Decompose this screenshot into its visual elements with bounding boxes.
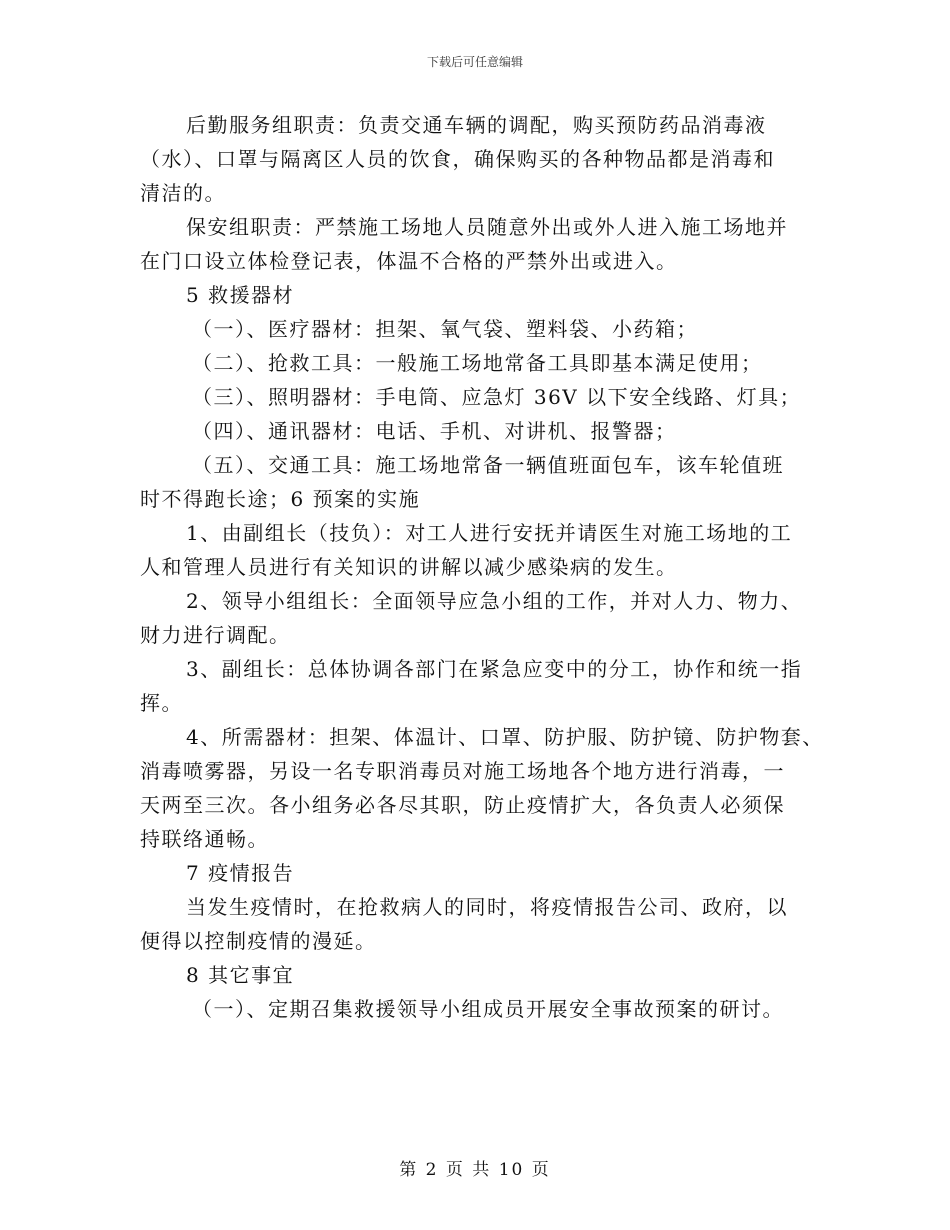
list-item: （四）、通讯器材：电话、手机、对讲机、报警器； [192, 419, 677, 443]
document-body [140, 108, 824, 1026]
section-heading: 7 疫情报告 [186, 861, 295, 885]
paragraph-line: 3、副组长：总体协调各部门在紧急应变中的分工，协作和统一指 [186, 657, 803, 681]
paragraph-line: 2、领导小组组长：全面领导应急小组的工作，并对人力、物力、 [186, 589, 803, 613]
list-item: （二）、抢救工具：一般施工场地常备工具即基本满足使用； [192, 351, 763, 375]
paragraph-line: 后勤服务组职责：负责交通车辆的调配，购买预防药品消毒液 [186, 113, 767, 137]
list-item: （一）、定期召集救援领导小组成员开展安全事故预案的研讨。 [192, 997, 784, 1021]
paragraph-line: 便得以控制疫情的漫延。 [140, 929, 377, 953]
paragraph-line: 天两至三次。各小组务必各尽其职，防止疫情扩大，各负责人必须保 [140, 793, 785, 817]
page-header: 下载后可任意编辑 [426, 55, 523, 69]
paragraph-line: 保安组职责：严禁施工场地人员随意外出或外人进入施工场地并 [186, 215, 788, 239]
paragraph-line: 1、由副组长（技负）：对工人进行安抚并请医生对施工场地的工 [186, 521, 793, 545]
paragraph-line: 时不得跑长途；6 预案的实施 [140, 487, 421, 511]
paragraph-line: （水）、口罩与隔离区人员的饮食，确保购买的各种物品都是消毒和 [140, 147, 775, 171]
list-item: （五）、交通工具：施工场地常备一辆值班面包车，该车轮值班 [192, 453, 784, 477]
paragraph-line: 清洁的。 [140, 181, 226, 205]
paragraph-line: 消毒喷雾器，另设一名专职消毒员对施工场地各个地方进行消毒，一 [140, 759, 785, 783]
section-heading: 8 其它事宜 [186, 963, 295, 987]
list-item: （一）、医疗器材：担架、氧气袋、塑料袋、小药箱； [192, 317, 698, 341]
paragraph-line: 在门口设立体检登记表，体温不合格的严禁外出或进入。 [140, 249, 678, 273]
paragraph-line: 财力进行调配。 [140, 623, 291, 647]
list-item: （三）、照明器材：手电筒、应急灯 36V 以下安全线路、灯具； [192, 385, 802, 409]
paragraph-line: 持联络通畅。 [140, 827, 269, 851]
paragraph-line: 挥。 [140, 691, 183, 715]
paragraph-line: 当发生疫情时，在抢救病人的同时，将疫情报告公司、政府，以 [186, 895, 788, 919]
paragraph-line: 人和管理人员进行有关知识的讲解以减少感染病的发生。 [140, 555, 678, 579]
section-heading: 5 救援器材 [186, 283, 295, 307]
page-number: 第 2 页 共 10 页 [399, 1160, 551, 1180]
paragraph-line: 4、所需器材：担架、体温计、口罩、防护服、防护镜、防护物套、 [186, 725, 824, 749]
